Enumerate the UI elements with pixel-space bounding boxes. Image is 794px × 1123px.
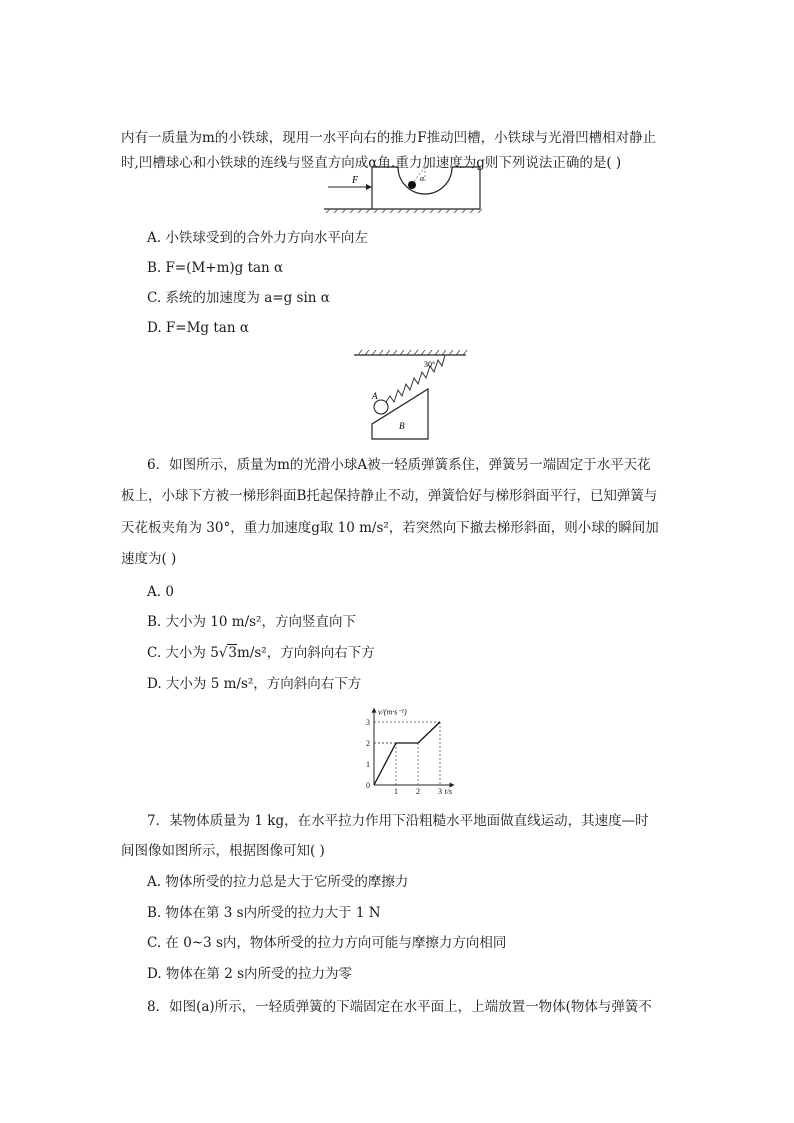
q5-stem-line2: 时,凹槽球心和小铁球的连线与竖直方向成α角.重力加速度为g则下列说法正确的是( ) <box>121 155 622 171</box>
q7-option-a: A. 物体所受的拉力总是大于它所受的摩擦力 <box>147 874 409 890</box>
q7-option-d: D. 物体在第 2 s内所受的拉力为零 <box>147 966 353 982</box>
y-axis-label: v/(m·s⁻¹) <box>378 707 407 717</box>
angle-30-label: 30° <box>424 360 436 369</box>
iron-ball-icon <box>408 181 416 189</box>
velocity-series-line <box>374 722 440 785</box>
ball-a-icon <box>374 400 388 414</box>
x-tick-label: 3 <box>438 787 442 795</box>
label-b: B <box>399 421 405 431</box>
q6-spring-incline-figure <box>352 349 468 441</box>
y-tick-label: 3 <box>366 718 370 727</box>
angle-label: α <box>420 174 425 183</box>
q7-stem-line2: 间图像如图所示，根据图像可知( ) <box>121 843 325 859</box>
q5-option-b: B. F=(M+m)g tan α <box>147 260 284 276</box>
q6-option-c-suffix: m/s²，方向斜向右下方 <box>237 645 375 661</box>
q6-stem-line4: 速度为( ) <box>121 551 177 567</box>
y-tick-label: 1 <box>366 760 370 769</box>
spring-icon <box>386 355 445 402</box>
x-tick-label: 1 <box>394 787 398 795</box>
q7-velocity-time-chart <box>360 703 464 795</box>
y-axis-arrow <box>372 708 377 713</box>
q6-option-c-radicand: 3 <box>228 645 238 661</box>
x-tick-label: 2 <box>416 787 420 795</box>
q6-option-a: A. 0 <box>147 584 174 600</box>
q6-option-d: D. 大小为 5 m/s²，方向斜向右下方 <box>147 676 362 692</box>
q6-stem-line2: 板上，小球下方被一梯形斜面B托起保持静止不动，弹簧恰好与梯形斜面平行，已知弹簧与 <box>121 488 658 504</box>
q6-option-c <box>147 643 375 663</box>
x-axis-label: t/s <box>444 787 453 795</box>
q5-stem-line1: 内有一质量为m的小铁球，现用一水平向右的推力F推动凹槽，小铁球与光滑凹槽相对静止 <box>121 130 657 146</box>
q7-option-b: B. 物体在第 3 s内所受的拉力大于 1 N <box>147 905 381 921</box>
q6-stem-line3: 天花板夹角为 30°，重力加速度g取 10 m/s²，若突然向下撤去梯形斜面，则小球的瞬间加 <box>121 520 659 536</box>
q7-stem-line1: 7．某物体质量为 1 kg，在水平拉力作用下沿粗糙水平地面做直线运动，其速度—时 <box>147 813 649 829</box>
force-label: F <box>352 175 359 186</box>
q5-option-d: D. F=Mg tan α <box>147 320 249 336</box>
q7-option-c: C. 在 0~3 s内，物体所受的拉力方向可能与摩擦力方向相同 <box>147 935 507 951</box>
q6-stem-line1: 6．如图所示，质量为m的光滑小球A被一轻质弹簧系住，弹簧另一端固定于水平天花 <box>147 457 651 473</box>
label-a: A <box>372 391 378 401</box>
q5-groove-figure <box>322 163 482 213</box>
origin-label: 0 <box>366 781 370 790</box>
sqrt-sign: √ <box>218 645 228 661</box>
q6-option-c-prefix: C. 大小为 5 <box>147 645 219 661</box>
q6-option-b: B. 大小为 10 m/s²，方向竖直向下 <box>147 614 356 630</box>
q5-option-a: A. 小铁球受到的合外力方向水平向左 <box>147 230 368 246</box>
q5-option-c: C. 系统的加速度为 a=g sin α <box>147 290 330 306</box>
q8-stem-line1: 8．如图(a)所示，一轻质弹簧的下端固定在水平面上，上端放置一物体(物体与弹簧不 <box>147 999 652 1015</box>
y-tick-label: 2 <box>366 739 370 748</box>
